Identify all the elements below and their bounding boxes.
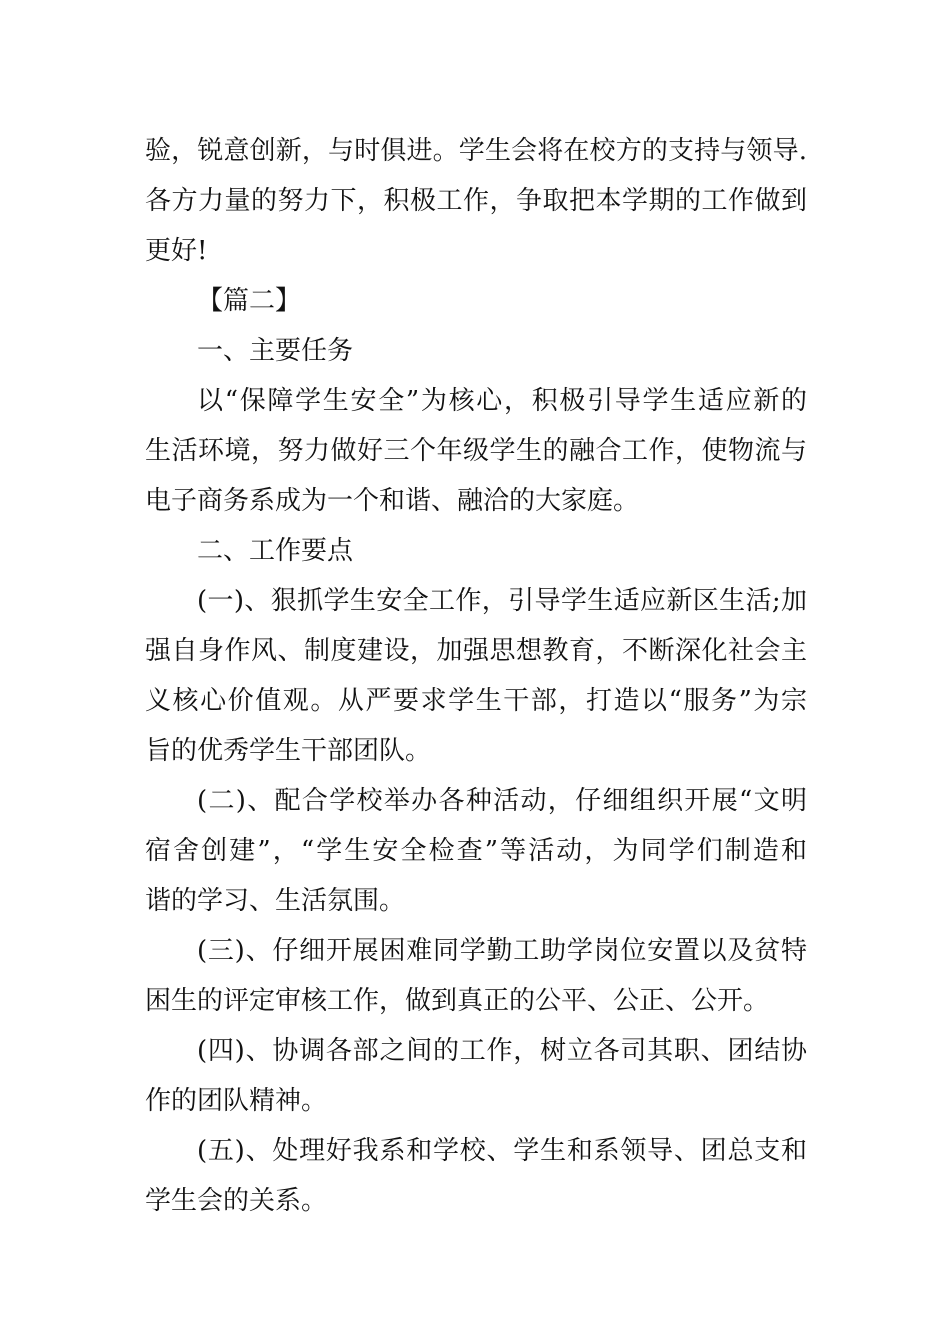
paragraph-continuation [145, 126, 807, 276]
subheading-text: 二、工作要点 [197, 536, 354, 566]
text-line: 电子商务系成为一个和谐、融洽的大家庭。 [145, 486, 640, 516]
subheading-work-points [145, 526, 807, 576]
text-line: (二)、配合学校举办各种活动，仔细组织开展“文明 [197, 786, 807, 816]
text-line: 旨的优秀学生干部团队。 [145, 736, 432, 766]
subheading-main-tasks [145, 326, 807, 376]
text-line: (五)、处理好我系和学校、学生和系领导、团总支和 [197, 1136, 807, 1166]
paragraph-main-tasks [145, 376, 807, 526]
text-line: 强自身作风、制度建设，加强思想教育，不断深化社会主 [145, 636, 807, 666]
text-line: 以“保障学生安全”为核心，积极引导学生适应新的 [197, 386, 807, 416]
paragraph-point-2 [145, 776, 807, 926]
paragraph-point-3 [145, 926, 807, 1026]
text-line: (一)、狠抓学生安全工作，引导学生适应新区生活;加 [197, 586, 807, 616]
text-line: (四)、协调各部之间的工作，树立各司其职、团结协 [197, 1036, 807, 1066]
paragraph-point-1 [145, 576, 807, 776]
text-line: (三)、仔细开展困难同学勤工助学岗位安置以及贫特 [197, 936, 807, 966]
document-page [145, 126, 807, 1226]
paragraph-point-4 [145, 1026, 807, 1126]
text-line: 宿舍创建”，“学生安全检查”等活动，为同学们制造和 [145, 836, 807, 866]
subheading-text: 一、主要任务 [197, 336, 354, 366]
text-line: 困生的评定审核工作，做到真正的公平、公正、公开。 [145, 986, 770, 1016]
text-line: 生活环境，努力做好三个年级学生的融合工作，使物流与 [145, 436, 807, 466]
paragraph-point-5 [145, 1126, 807, 1226]
text-line: 更好! [145, 236, 208, 266]
text-line: 义核心价值观。从严要求学生干部，打造以“服务”为宗 [145, 686, 807, 716]
section-heading [145, 276, 807, 326]
text-line: 作的团队精神。 [145, 1086, 328, 1116]
text-line: 谐的学习、生活氛围。 [145, 886, 406, 916]
text-line: 验，锐意创新，与时俱进。学生会将在校方的支持与领导. [145, 136, 807, 166]
section-heading-text: 【篇二】 [197, 286, 302, 316]
text-line: 各方力量的努力下，积极工作，争取把本学期的工作做到 [145, 186, 807, 216]
text-line: 学生会的关系。 [145, 1186, 328, 1216]
